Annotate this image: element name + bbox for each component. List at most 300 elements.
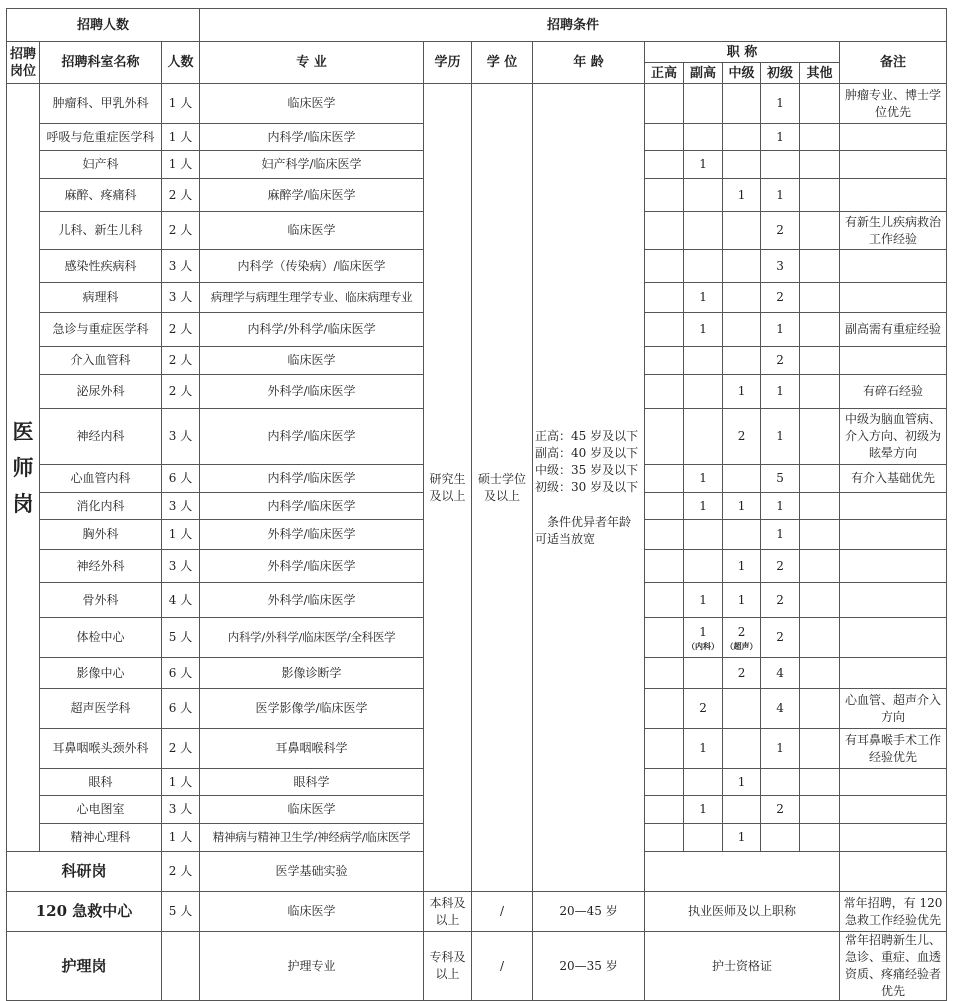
nursing-education: 专科及以上	[424, 932, 472, 1001]
title-junior	[761, 151, 800, 179]
dept-name: 呼吸与危重症医学科	[40, 124, 162, 151]
remark	[840, 824, 947, 852]
title-junior-value: 1	[776, 322, 784, 336]
table-row-nursing	[7, 932, 947, 1001]
doctor-post-char: 岗	[12, 490, 34, 516]
head-count: 2 人	[162, 179, 200, 212]
header-post: 招聘岗位	[7, 42, 40, 84]
nursing-age: 20—35 岁	[533, 932, 645, 1001]
doctor-age-requirements	[533, 84, 645, 892]
title-intermediate	[723, 550, 761, 583]
age-line: 初级：30 岁及以下	[535, 479, 639, 494]
nursing-count-blank	[162, 932, 200, 1001]
title-senior	[645, 465, 684, 493]
major: 精神病与精神卫生学/神经病学/临床医学	[200, 824, 424, 852]
title-other	[800, 618, 840, 658]
remark: 副高需有重症经验	[840, 313, 947, 347]
title-vice-senior-value: 1	[699, 498, 707, 513]
title-other	[800, 212, 840, 250]
title-junior	[761, 84, 800, 124]
remark	[840, 520, 947, 550]
title-other	[800, 313, 840, 347]
major: 外科学/临床医学	[200, 550, 424, 583]
head-count: 1 人	[162, 824, 200, 852]
title-intermediate-value: 1	[737, 592, 746, 607]
title-vice-senior-value: 1	[699, 157, 707, 171]
title-senior	[645, 375, 684, 409]
dept-name: 介入血管科	[40, 347, 162, 375]
title-junior	[761, 618, 800, 658]
title-junior	[761, 550, 800, 583]
title-intermediate	[723, 375, 761, 409]
title-intermediate	[723, 658, 761, 689]
title-junior-value: 4	[776, 665, 784, 680]
title-vice-senior	[684, 313, 723, 347]
title-intermediate-value: 1	[737, 558, 746, 573]
title-vice-senior-value: 1	[699, 290, 707, 304]
remark: 心血管、超声介入方向	[840, 689, 947, 729]
title-junior-value: 1	[776, 384, 784, 398]
major: 内科学（传染病）/临床医学	[200, 250, 424, 283]
title-junior-value: 5	[776, 471, 784, 485]
doctor-post-char: 医	[12, 418, 34, 444]
header-age: 年 龄	[533, 42, 645, 84]
title-senior	[645, 283, 684, 313]
title-vice-senior	[684, 347, 723, 375]
title-intermediate	[723, 729, 761, 769]
title-other	[800, 347, 840, 375]
title-intermediate	[723, 796, 761, 824]
doctor-education: 研究生及以上	[424, 84, 472, 892]
title-junior-value: 2	[776, 290, 784, 304]
dept-name: 体检中心	[40, 618, 162, 658]
title-vice-senior-note: （内科）	[687, 641, 720, 651]
header-remark: 备注	[840, 42, 947, 84]
title-junior-value: 4	[776, 701, 784, 715]
dept-name: 骨外科	[40, 583, 162, 618]
nursing-title: 护士资格证	[645, 932, 840, 1001]
title-junior-value: 1	[776, 527, 784, 541]
title-senior	[645, 583, 684, 618]
title-other	[800, 583, 840, 618]
title-vice-senior	[684, 689, 723, 729]
title-intermediate	[723, 409, 761, 465]
title-other	[800, 465, 840, 493]
title-other	[800, 550, 840, 583]
title-junior	[761, 375, 800, 409]
table-row-emergency	[7, 892, 947, 932]
title-other	[800, 769, 840, 796]
title-senior	[645, 179, 684, 212]
research-major: 医学基础实验	[200, 852, 424, 892]
head-count: 3 人	[162, 283, 200, 313]
title-vice-senior	[684, 583, 723, 618]
title-senior	[645, 409, 684, 465]
title-vice-senior	[684, 520, 723, 550]
head-count: 2 人	[162, 729, 200, 769]
emergency-count: 5 人	[162, 892, 200, 932]
title-intermediate	[723, 689, 761, 729]
major: 临床医学	[200, 796, 424, 824]
dept-name: 感染性疾病科	[40, 250, 162, 283]
dept-name: 病理科	[40, 283, 162, 313]
title-other	[800, 493, 840, 520]
title-junior	[761, 658, 800, 689]
title-junior	[761, 583, 800, 618]
head-count: 6 人	[162, 689, 200, 729]
dept-name: 神经外科	[40, 550, 162, 583]
title-vice-senior	[684, 375, 723, 409]
major: 内科学/临床医学	[200, 493, 424, 520]
head-count: 1 人	[162, 124, 200, 151]
title-vice-senior-value: 1	[699, 625, 707, 639]
dept-name: 儿科、新生儿科	[40, 212, 162, 250]
emergency-major: 临床医学	[200, 892, 424, 932]
age-lines	[535, 428, 642, 548]
title-senior	[645, 212, 684, 250]
remark: 有耳鼻喉手术工作经验优先	[840, 729, 947, 769]
nursing-major: 护理专业	[200, 932, 424, 1001]
title-other	[800, 250, 840, 283]
title-vice-senior	[684, 151, 723, 179]
title-vice-senior-value: 1	[699, 592, 707, 607]
dept-name: 影像中心	[40, 658, 162, 689]
title-senior	[645, 520, 684, 550]
title-other	[800, 520, 840, 550]
remark	[840, 550, 947, 583]
title-junior-value: 2	[776, 630, 784, 644]
title-vice-senior	[684, 212, 723, 250]
title-intermediate	[723, 520, 761, 550]
age-line: 正高：45 岁及以下	[535, 428, 639, 443]
title-intermediate-value: 1	[737, 187, 746, 202]
title-junior	[761, 493, 800, 520]
emergency-degree: /	[472, 892, 533, 932]
title-other	[800, 658, 840, 689]
major: 外科学/临床医学	[200, 583, 424, 618]
title-intermediate	[723, 283, 761, 313]
title-vice-senior	[684, 824, 723, 852]
title-vice-senior	[684, 283, 723, 313]
header-degree: 学 位	[472, 42, 533, 84]
head-count: 1 人	[162, 151, 200, 179]
title-intermediate-note: （超声）	[725, 641, 758, 651]
table-row	[7, 84, 947, 124]
title-junior-value: 2	[776, 558, 784, 573]
title-intermediate-value: 1	[737, 774, 746, 789]
title-intermediate-value: 1	[737, 830, 746, 844]
header-junior: 初级	[761, 63, 800, 84]
remark	[840, 250, 947, 283]
major: 耳鼻咽喉科学	[200, 729, 424, 769]
remark	[840, 658, 947, 689]
major: 医学影像学/临床医学	[200, 689, 424, 729]
title-junior	[761, 769, 800, 796]
title-junior	[761, 347, 800, 375]
title-junior	[761, 465, 800, 493]
nursing-post-label: 护理岗	[7, 932, 162, 1001]
nursing-degree: /	[472, 932, 533, 1001]
head-count: 5 人	[162, 618, 200, 658]
title-junior	[761, 313, 800, 347]
title-other	[800, 151, 840, 179]
title-junior-value: 2	[776, 802, 784, 816]
title-vice-senior	[684, 769, 723, 796]
header-recruit-conditions: 招聘条件	[200, 9, 947, 42]
title-senior	[645, 689, 684, 729]
remark: 有碎石经验	[840, 375, 947, 409]
doctor-post-char: 师	[12, 454, 34, 480]
research-remark-blank	[840, 852, 947, 892]
head-count: 3 人	[162, 250, 200, 283]
major: 麻醉学/临床医学	[200, 179, 424, 212]
title-senior	[645, 250, 684, 283]
title-junior	[761, 250, 800, 283]
title-senior	[645, 550, 684, 583]
title-vice-senior	[684, 465, 723, 493]
header-education: 学历	[424, 42, 472, 84]
research-count: 2 人	[162, 852, 200, 892]
title-senior	[645, 347, 684, 375]
title-junior	[761, 689, 800, 729]
remark	[840, 283, 947, 313]
head-count: 4 人	[162, 583, 200, 618]
major: 外科学/临床医学	[200, 520, 424, 550]
title-junior	[761, 179, 800, 212]
head-count: 2 人	[162, 313, 200, 347]
title-intermediate	[723, 151, 761, 179]
head-count: 3 人	[162, 493, 200, 520]
title-junior-value: 2	[776, 353, 784, 367]
title-junior-value: 1	[776, 741, 784, 755]
remark: 有介入基础优先	[840, 465, 947, 493]
title-intermediate	[723, 465, 761, 493]
dept-name: 胸外科	[40, 520, 162, 550]
remark	[840, 124, 947, 151]
major: 眼科学	[200, 769, 424, 796]
emergency-title: 执业医师及以上职称	[645, 892, 840, 932]
title-other	[800, 179, 840, 212]
title-junior-value: 2	[776, 592, 784, 607]
title-other	[800, 124, 840, 151]
head-count: 3 人	[162, 409, 200, 465]
title-other	[800, 283, 840, 313]
title-intermediate	[723, 212, 761, 250]
major: 临床医学	[200, 212, 424, 250]
dept-name: 超声医学科	[40, 689, 162, 729]
major: 内科学/临床医学	[200, 465, 424, 493]
title-junior-value: 1	[776, 96, 784, 110]
title-vice-senior-value: 1	[699, 322, 707, 336]
title-vice-senior-value: 1	[699, 471, 707, 485]
title-senior	[645, 618, 684, 658]
header-other: 其他	[800, 63, 840, 84]
title-intermediate-value: 2	[737, 625, 746, 639]
doctor-degree: 硕士学位及以上	[472, 84, 533, 892]
major: 外科学/临床医学	[200, 375, 424, 409]
title-vice-senior	[684, 493, 723, 520]
title-junior	[761, 409, 800, 465]
remark: 中级为脑血管病、介入方向、初级为眩晕方向	[840, 409, 947, 465]
head-count: 2 人	[162, 375, 200, 409]
title-junior	[761, 283, 800, 313]
remark	[840, 347, 947, 375]
title-intermediate-value: 2	[737, 429, 746, 443]
title-senior	[645, 658, 684, 689]
title-vice-senior-value: 2	[699, 701, 707, 715]
title-other	[800, 375, 840, 409]
title-junior-value: 3	[776, 258, 784, 273]
dept-name: 心血管内科	[40, 465, 162, 493]
head-count: 6 人	[162, 465, 200, 493]
dept-name: 消化内科	[40, 493, 162, 520]
header-dept: 招聘科室名称	[40, 42, 162, 84]
dept-name: 泌尿外科	[40, 375, 162, 409]
major: 影像诊断学	[200, 658, 424, 689]
title-other	[800, 729, 840, 769]
dept-name: 精神心理科	[40, 824, 162, 852]
title-vice-senior-value: 1	[699, 741, 707, 755]
title-junior-value: 1	[776, 129, 784, 144]
title-vice-senior	[684, 550, 723, 583]
dept-name: 眼科	[40, 769, 162, 796]
head-count: 1 人	[162, 520, 200, 550]
title-vice-senior	[684, 250, 723, 283]
title-senior	[645, 493, 684, 520]
title-vice-senior	[684, 729, 723, 769]
head-count: 2 人	[162, 347, 200, 375]
title-junior	[761, 824, 800, 852]
remark	[840, 583, 947, 618]
dept-name: 心电图室	[40, 796, 162, 824]
major: 病理学与病理生理学专业、临床病理专业	[200, 283, 424, 313]
remark	[840, 796, 947, 824]
remark	[840, 618, 947, 658]
title-vice-senior	[684, 84, 723, 124]
title-vice-senior	[684, 618, 723, 658]
title-junior	[761, 124, 800, 151]
title-senior	[645, 796, 684, 824]
emergency-post-label: 120 急救中心	[7, 892, 162, 932]
title-senior	[645, 151, 684, 179]
title-senior	[645, 729, 684, 769]
title-junior-value: 2	[776, 223, 784, 237]
remark	[840, 769, 947, 796]
title-intermediate	[723, 179, 761, 212]
title-junior-value: 1	[776, 498, 784, 513]
title-junior	[761, 729, 800, 769]
major: 内科学/临床医学	[200, 124, 424, 151]
major: 内科学/外科学/临床医学	[200, 313, 424, 347]
title-other	[800, 689, 840, 729]
title-intermediate	[723, 769, 761, 796]
head-count: 6 人	[162, 658, 200, 689]
title-junior	[761, 212, 800, 250]
dept-name: 耳鼻咽喉头颈外科	[40, 729, 162, 769]
title-intermediate	[723, 493, 761, 520]
major: 内科学/外科学/临床医学/全科医学	[200, 618, 424, 658]
title-other	[800, 796, 840, 824]
title-intermediate	[723, 313, 761, 347]
header-senior: 正高	[645, 63, 684, 84]
title-senior	[645, 824, 684, 852]
head-count: 3 人	[162, 796, 200, 824]
title-intermediate-value: 2	[737, 665, 746, 680]
head-count: 3 人	[162, 550, 200, 583]
emergency-education: 本科及以上	[424, 892, 472, 932]
dept-name: 急诊与重症医学科	[40, 313, 162, 347]
title-vice-senior	[684, 796, 723, 824]
head-count: 1 人	[162, 84, 200, 124]
age-line: 副高：40 岁及以下	[535, 445, 639, 460]
major: 内科学/临床医学	[200, 409, 424, 465]
title-other	[800, 84, 840, 124]
remark: 肿瘤专业、博士学位优先	[840, 84, 947, 124]
emergency-remark: 常年招聘，有 120 急救工作经验优先	[840, 892, 947, 932]
recruitment-table	[6, 8, 947, 1001]
remark: 有新生儿疾病救治工作经验	[840, 212, 947, 250]
title-senior	[645, 313, 684, 347]
head-count: 2 人	[162, 212, 200, 250]
title-intermediate-value: 1	[737, 384, 746, 398]
title-junior-value: 1	[776, 187, 784, 202]
title-other	[800, 824, 840, 852]
title-junior-value: 1	[776, 429, 784, 443]
head-count: 1 人	[162, 769, 200, 796]
header-title: 职 称	[645, 42, 840, 63]
title-intermediate	[723, 84, 761, 124]
header-vice-senior: 副高	[684, 63, 723, 84]
dept-name: 神经内科	[40, 409, 162, 465]
title-vice-senior-value: 1	[699, 802, 707, 816]
title-intermediate	[723, 583, 761, 618]
header-intermediate: 中级	[723, 63, 761, 84]
title-vice-senior	[684, 179, 723, 212]
nursing-remark: 常年招聘新生儿、急诊、重症、血透资质、疼痛经验者优先	[840, 932, 947, 1001]
title-intermediate	[723, 347, 761, 375]
remark	[840, 151, 947, 179]
title-intermediate	[723, 250, 761, 283]
remark	[840, 179, 947, 212]
age-line: 中级：35 岁及以下	[535, 462, 639, 477]
title-senior	[645, 769, 684, 796]
major: 临床医学	[200, 347, 424, 375]
title-senior	[645, 124, 684, 151]
title-vice-senior	[684, 124, 723, 151]
research-title-blank	[645, 852, 840, 892]
header-major: 专 业	[200, 42, 424, 84]
title-other	[800, 409, 840, 465]
title-vice-senior	[684, 409, 723, 465]
dept-name: 妇产科	[40, 151, 162, 179]
dept-name: 肿瘤科、甲乳外科	[40, 84, 162, 124]
title-junior	[761, 796, 800, 824]
title-senior	[645, 84, 684, 124]
title-vice-senior	[684, 658, 723, 689]
remark	[840, 493, 947, 520]
major: 妇产科学/临床医学	[200, 151, 424, 179]
title-intermediate	[723, 618, 761, 658]
title-intermediate	[723, 824, 761, 852]
doctor-post-label	[7, 84, 40, 852]
title-intermediate	[723, 124, 761, 151]
header-count: 人数	[162, 42, 200, 84]
header-recruit-count: 招聘人数	[7, 9, 200, 42]
age-extra: 条件优异者年龄可适当放宽	[535, 514, 632, 546]
title-intermediate-value: 1	[737, 498, 746, 513]
major: 临床医学	[200, 84, 424, 124]
research-post-label: 科研岗	[7, 852, 162, 892]
